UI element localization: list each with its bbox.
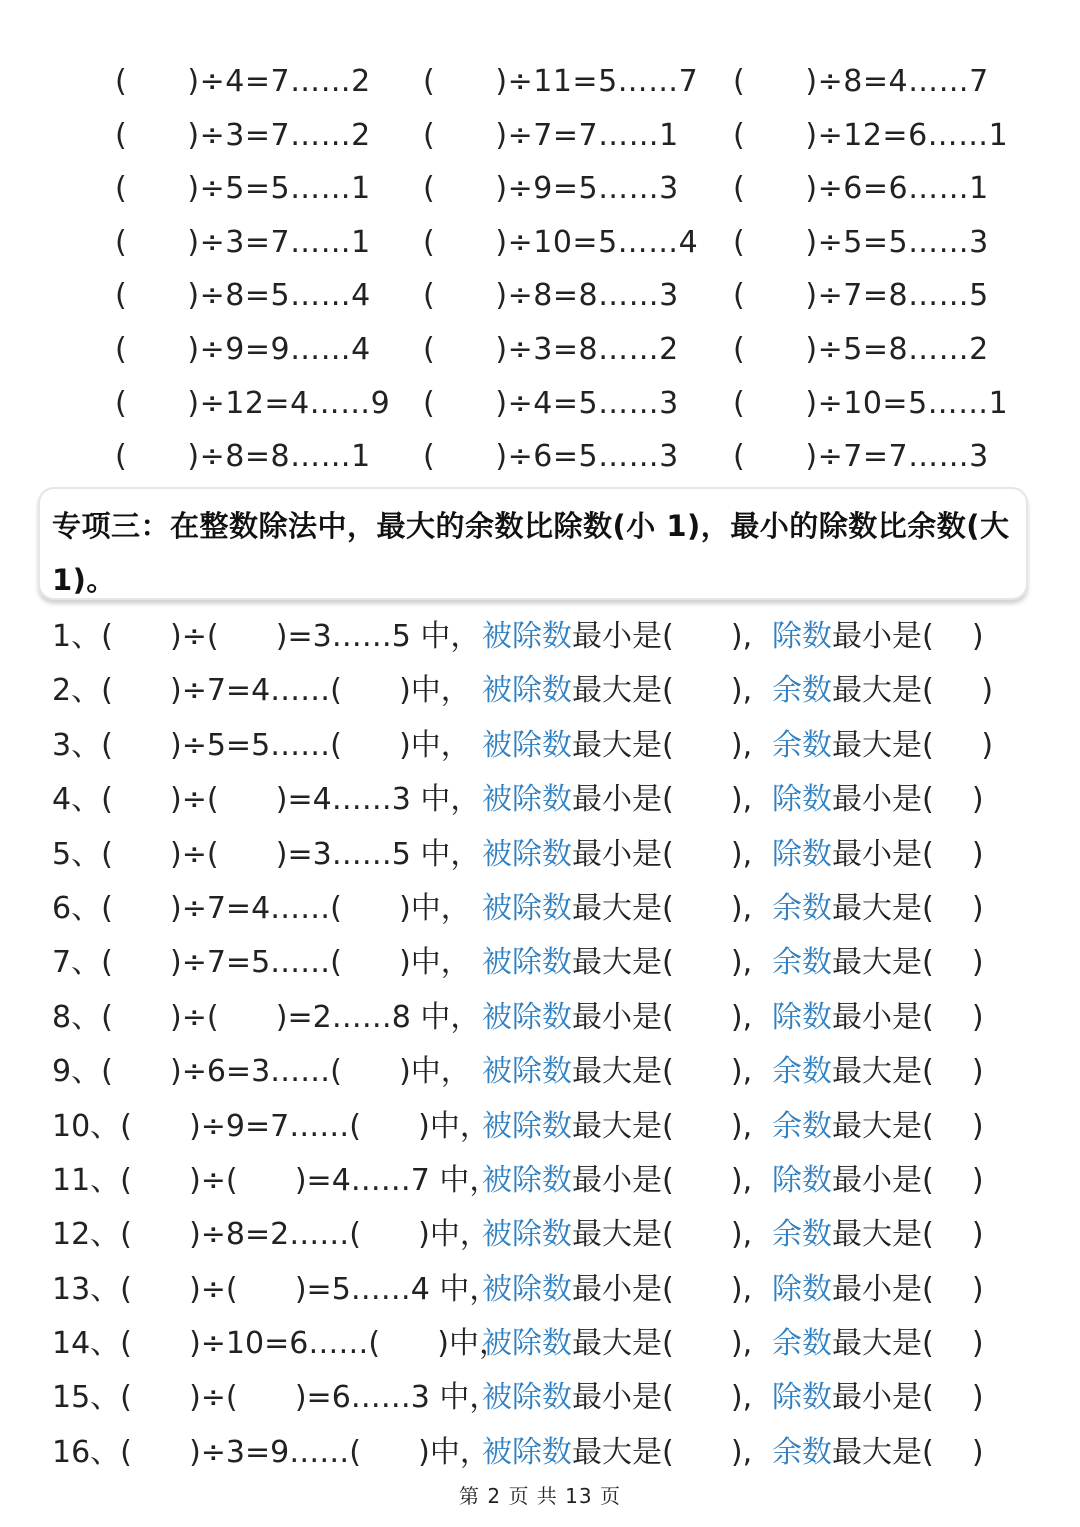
- keyword-label: 余数: [772, 890, 832, 926]
- problem-row: [0, 1263, 1080, 1317]
- keyword-label: 被除数: [482, 836, 572, 872]
- grid-row: [0, 269, 1080, 323]
- problem-equation: 7、( )÷7=5……( )中，: [52, 945, 471, 981]
- grid-problem: ( )÷5=5……1: [115, 171, 371, 207]
- grid-row: [0, 377, 1080, 431]
- problem-row: [0, 1426, 1080, 1480]
- keyword-label: 被除数: [482, 1108, 572, 1144]
- keyword-label: 余数: [772, 945, 832, 981]
- question-text: 最小是( ): [832, 999, 984, 1035]
- problem-question-second: [772, 1100, 984, 1154]
- question-text: 最小是( ): [832, 1380, 984, 1416]
- question-text: 最小是( ),: [572, 619, 753, 654]
- keyword-label: 被除数: [482, 673, 572, 709]
- problem-question-dividend: [482, 936, 752, 990]
- grid-problem: ( )÷6=5……3: [423, 439, 679, 475]
- problem-row: [0, 936, 1080, 990]
- keyword-label: 被除数: [482, 999, 572, 1035]
- keyword-label: 被除数: [482, 1380, 572, 1416]
- keyword-label: 除数: [772, 782, 832, 818]
- grid-problem: ( )÷3=8……2: [423, 331, 679, 367]
- grid-row: [0, 430, 1080, 484]
- problem-equation: 12、( )÷8=2……( )中，: [52, 1217, 490, 1253]
- problem-question-second: [772, 1371, 984, 1425]
- problem-question-dividend: [482, 610, 752, 664]
- grid-problem: ( )÷7=7……3: [733, 439, 989, 475]
- grid-row: [0, 55, 1080, 109]
- question-text: 最大是( ),: [572, 1434, 753, 1470]
- grid-problem: ( )÷12=4……9: [115, 385, 391, 421]
- problem-question-second: [772, 1263, 984, 1317]
- problem-row: [0, 882, 1080, 936]
- grid-problem: ( )÷9=5……3: [423, 171, 679, 207]
- grid-problem: ( )÷4=7……2: [115, 64, 371, 99]
- keyword-label: 除数: [772, 999, 832, 1035]
- keyword-label: 余数: [772, 727, 832, 763]
- question-text: 最小是( ): [832, 1162, 984, 1198]
- keyword-label: 被除数: [482, 1434, 572, 1470]
- problem-question-dividend: [482, 773, 752, 827]
- keyword-label: 除数: [772, 619, 832, 654]
- keyword-label: 被除数: [482, 782, 572, 818]
- problem-equation: 10、( )÷9=7……( )中，: [52, 1108, 490, 1144]
- problem-question-dividend: [482, 1208, 752, 1262]
- problem-question-second: [772, 1045, 984, 1099]
- grid-problem: ( )÷11=5……7: [423, 64, 699, 99]
- keyword-label: 除数: [772, 1162, 832, 1198]
- problem-equation: 1、( )÷( )=3……5 中，: [52, 619, 481, 654]
- question-text: 最大是( ): [832, 1054, 984, 1090]
- keyword-label: 被除数: [482, 727, 572, 763]
- grid-problem: ( )÷3=7……1: [115, 224, 371, 260]
- problem-question-dividend: [482, 719, 752, 773]
- keyword-label: 余数: [772, 1054, 832, 1090]
- problem-question-dividend: [482, 1045, 752, 1099]
- numbered-problem-list: [0, 610, 1080, 1480]
- problem-question-second: [772, 882, 984, 936]
- grid-problem: ( )÷10=5……1: [733, 385, 1009, 421]
- problem-question-second: [772, 936, 984, 990]
- keyword-label: 余数: [772, 1108, 832, 1144]
- question-text: 最小是( ),: [572, 782, 753, 818]
- keyword-label: 被除数: [482, 890, 572, 926]
- problem-equation: 15、( )÷( )=6……3 中，: [52, 1380, 500, 1416]
- problem-question-dividend: [482, 828, 752, 882]
- question-text: 最小是( ),: [572, 1380, 753, 1416]
- grid-problem: ( )÷8=5……4: [115, 278, 371, 314]
- problem-row: [0, 1100, 1080, 1154]
- keyword-label: 余数: [772, 1326, 832, 1362]
- problem-question-second: [772, 1426, 984, 1480]
- grid-problem: ( )÷4=5……3: [423, 385, 679, 421]
- grid-problem: ( )÷6=6……1: [733, 171, 989, 207]
- keyword-label: 被除数: [482, 1054, 572, 1090]
- question-text: 最小是( ): [832, 619, 984, 654]
- question-text: 最大是( ): [832, 727, 994, 763]
- question-text: 最大是( ): [832, 1108, 984, 1144]
- keyword-label: 被除数: [482, 1271, 572, 1307]
- question-text: 最小是( ),: [572, 1162, 753, 1198]
- problem-row: [0, 719, 1080, 773]
- problem-question-second: [772, 773, 984, 827]
- grid-row: [0, 109, 1080, 163]
- problem-equation: 11、( )÷( )=4……7 中，: [52, 1162, 500, 1198]
- problem-row: [0, 1317, 1080, 1371]
- problem-question-dividend: [482, 882, 752, 936]
- grid-row: [0, 162, 1080, 216]
- problem-row: [0, 1045, 1080, 1099]
- problem-question-dividend: [482, 1100, 752, 1154]
- problem-question-dividend: [482, 1154, 752, 1208]
- problem-question-dividend: [482, 664, 752, 718]
- problem-question-second: [772, 1317, 984, 1371]
- problem-equation: 6、( )÷7=4……( )中，: [52, 890, 471, 926]
- grid-problem: ( )÷5=5……3: [733, 224, 989, 260]
- problem-question-dividend: [482, 1371, 752, 1425]
- question-text: 最大是( ),: [572, 945, 753, 981]
- problem-equation: 3、( )÷5=5……( )中，: [52, 727, 471, 763]
- grid-problem: ( )÷3=7……2: [115, 117, 371, 153]
- problem-question-second: [772, 1154, 984, 1208]
- problem-row: [0, 610, 1080, 664]
- grid-problem: ( )÷8=8……3: [423, 278, 679, 314]
- problem-row: [0, 991, 1080, 1045]
- problem-question-second: [772, 610, 984, 664]
- grid-problem: ( )÷5=8……2: [733, 331, 989, 367]
- problem-row: [0, 1208, 1080, 1262]
- keyword-label: 被除数: [482, 1162, 572, 1198]
- question-text: 最小是( ),: [572, 1271, 753, 1307]
- problem-equation: 2、( )÷7=4……( )中，: [52, 673, 471, 709]
- problem-equation: 13、( )÷( )=5……4 中，: [52, 1271, 500, 1307]
- problem-question-dividend: [482, 1317, 752, 1371]
- grid-problem: ( )÷7=8……5: [733, 278, 989, 314]
- question-text: 最小是( ): [832, 1271, 984, 1307]
- problem-question-second: [772, 664, 993, 718]
- problem-equation: 16、( )÷3=9……( )中，: [52, 1434, 490, 1470]
- problem-row: [0, 1371, 1080, 1425]
- question-text: 最大是( ): [832, 945, 984, 981]
- question-text: 最大是( ): [832, 1434, 984, 1470]
- problem-row: [0, 828, 1080, 882]
- problem-question-second: [772, 1208, 984, 1262]
- grid-problem: ( )÷8=4……7: [733, 64, 989, 99]
- problem-equation: 5、( )÷( )=3……5 中，: [52, 836, 481, 872]
- problem-equation: 4、( )÷( )=4……3 中，: [52, 782, 481, 818]
- question-text: 最大是( ),: [572, 1326, 753, 1362]
- question-text: 最大是( ),: [572, 890, 753, 926]
- question-text: 最大是( ),: [572, 727, 753, 763]
- grid-row: [0, 216, 1080, 270]
- grid-problem: ( )÷8=8……1: [115, 439, 371, 475]
- problem-row: [0, 1154, 1080, 1208]
- keyword-label: 余数: [772, 673, 832, 709]
- problem-question-dividend: [482, 1426, 752, 1480]
- section-heading-box: [38, 487, 1028, 600]
- section-title: 专项三：在整数除法中，最大的余数比除数(小 1)，最小的除数比余数(大 1)。: [52, 509, 1010, 597]
- keyword-label: 被除数: [482, 1217, 572, 1253]
- question-text: 最大是( ): [832, 1326, 984, 1362]
- grid-problem: ( )÷9=9……4: [115, 331, 371, 367]
- keyword-label: 被除数: [482, 1326, 572, 1362]
- keyword-label: 被除数: [482, 619, 572, 654]
- question-text: 最小是( ): [832, 836, 984, 872]
- grid-problem: ( )÷12=6……1: [733, 117, 1009, 153]
- problem-question-second: [772, 828, 984, 882]
- grid-problem: ( )÷7=7……1: [423, 117, 679, 153]
- keyword-label: 除数: [772, 1380, 832, 1416]
- question-text: 最小是( ),: [572, 836, 753, 872]
- problem-row: [0, 664, 1080, 718]
- problem-row: [0, 773, 1080, 827]
- question-text: 最小是( ): [832, 782, 984, 818]
- question-text: 最小是( ),: [572, 999, 753, 1035]
- question-text: 最大是( ),: [572, 1217, 753, 1253]
- problem-question-second: [772, 991, 984, 1045]
- keyword-label: 余数: [772, 1434, 832, 1470]
- question-text: 最大是( ),: [572, 1108, 753, 1144]
- division-fill-in-grid: [0, 55, 1080, 484]
- problem-question-dividend: [482, 1263, 752, 1317]
- grid-row: [0, 323, 1080, 377]
- problem-equation: 14、( )÷10=6……( )中，: [52, 1326, 509, 1362]
- question-text: 最大是( ),: [572, 1054, 753, 1090]
- question-text: 最大是( ): [832, 890, 984, 926]
- keyword-label: 余数: [772, 1217, 832, 1253]
- keyword-label: 除数: [772, 836, 832, 872]
- page-number-footer: 第 2 页 共 13 页: [459, 1484, 621, 1508]
- keyword-label: 除数: [772, 1271, 832, 1307]
- problem-equation: 8、( )÷( )=2……8 中，: [52, 999, 481, 1035]
- problem-equation: 9、( )÷6=3……( )中，: [52, 1054, 471, 1090]
- keyword-label: 被除数: [482, 945, 572, 981]
- question-text: 最大是( ),: [572, 673, 753, 709]
- problem-question-dividend: [482, 991, 752, 1045]
- question-text: 最大是( ): [832, 673, 994, 709]
- question-text: 最大是( ): [832, 1217, 984, 1253]
- grid-problem: ( )÷10=5……4: [423, 224, 699, 260]
- problem-question-second: [772, 719, 993, 773]
